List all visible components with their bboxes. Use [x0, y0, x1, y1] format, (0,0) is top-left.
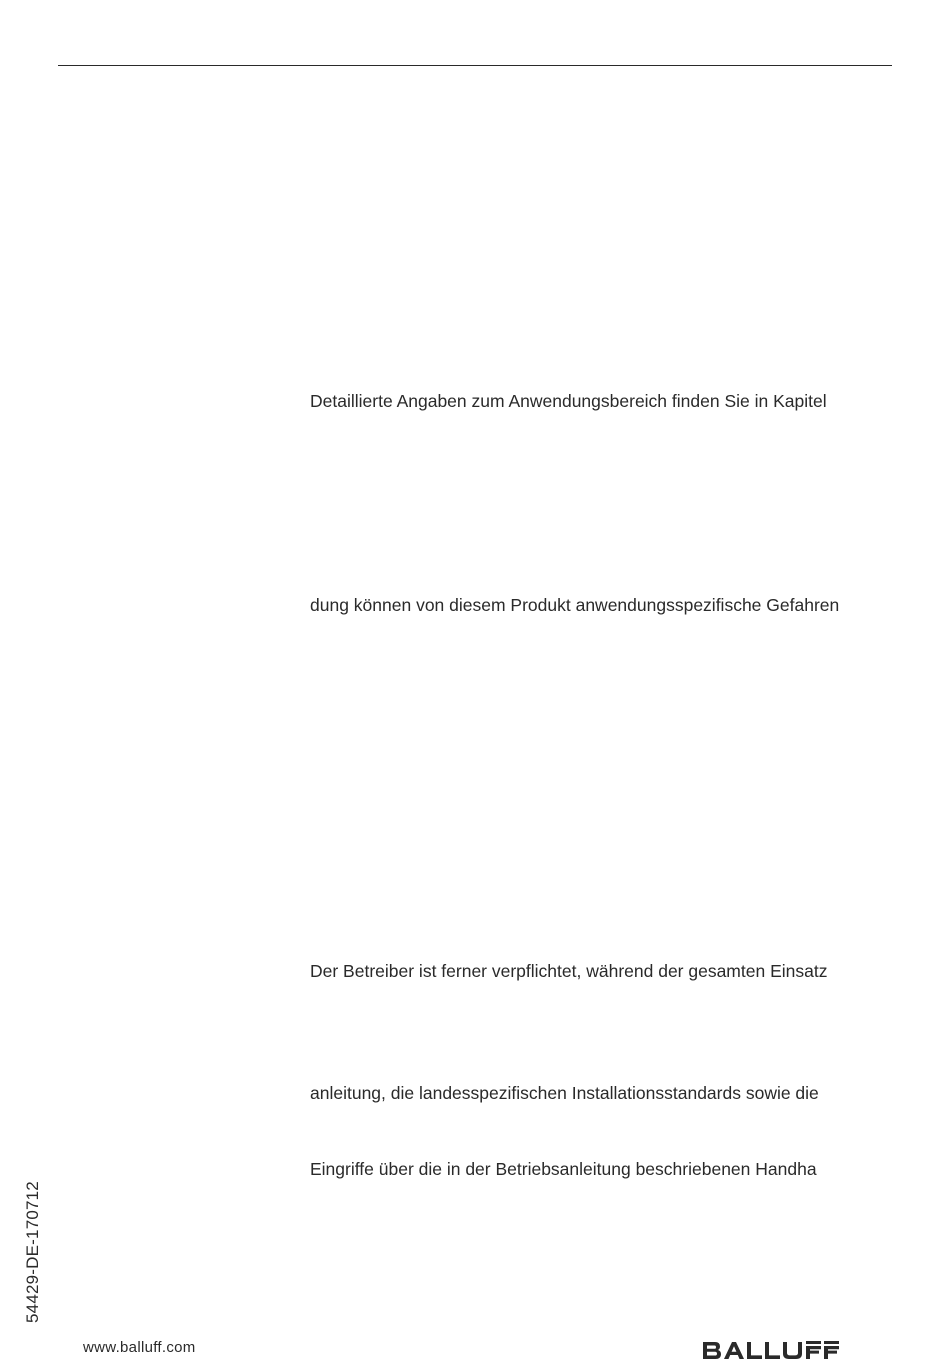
- body-text-line: anleitung, die landesspezifischen Installationsstandards sowie die: [310, 1083, 819, 1103]
- balluff-logo: [702, 1338, 842, 1367]
- website-link[interactable]: www.balluff.com: [83, 1339, 196, 1356]
- body-text-line: dung können von diesem Produkt anwendungsspezifische Gefahren: [310, 595, 840, 615]
- body-text-line: Der Betreiber ist ferner verpflichtet, während der gesamten Einsatz: [310, 961, 828, 981]
- balluff-logo-icon: [702, 1338, 842, 1362]
- body-text-line: Eingriffe über die in der Betriebsanleitung beschriebenen Handha: [310, 1159, 817, 1179]
- top-rule: [58, 65, 892, 66]
- document-id: 54429-DE-170712: [23, 1181, 42, 1323]
- body-text-line: Detaillierte Angaben zum Anwendungsbereich finden Sie in Kapitel: [310, 391, 827, 411]
